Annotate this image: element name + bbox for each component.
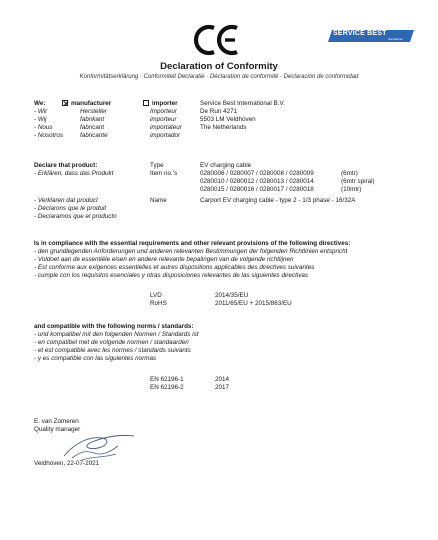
we-translation: - Nous <box>34 124 53 131</box>
directive-name: LVD <box>150 292 162 299</box>
we-translation: - Wij <box>34 116 47 123</box>
norm-name: EN 62196-2 <box>150 384 184 391</box>
name-value: Carport EV charging cable - type 2 - 1/3 phase - 16/32A <box>200 197 356 204</box>
product-label-translation: - Declaramos que el producto <box>34 213 117 220</box>
directives-translation: - cumple con los requisitos esenciales y otras disposiciones relevantes de las siguientes directivas <box>34 272 309 279</box>
item-numbers-label: Item no.'s <box>150 170 178 177</box>
norms-translation: - et est compatible avec les normes / standards suivants <box>34 347 191 354</box>
item-note: (10mtr) <box>341 186 362 193</box>
importer-label: importer <box>152 100 178 107</box>
name-label: Name <box>150 197 167 204</box>
manufacturer-checkbox <box>62 100 68 106</box>
manufacturer-translation: fabricante <box>80 132 108 139</box>
importer-option <box>143 100 178 108</box>
brand-subline: International <box>388 38 403 41</box>
item-note: (6mtr spiral) <box>341 178 375 185</box>
norm-value: 2017 <box>215 384 230 391</box>
norms-heading: and compatible with the following norms / standards: <box>34 323 194 330</box>
item-codes: 0280015 / 0280016 / 0280017 / 0280018 <box>200 186 314 193</box>
norms-translation: - en compatibel met de volgende normen / standaarden <box>34 339 189 346</box>
we-translation: - Nosotros <box>34 132 64 139</box>
directive-value: 2014/35/EU <box>215 292 249 299</box>
item-note: (6mtr) <box>341 170 358 177</box>
manufacturer-option <box>62 100 111 108</box>
item-codes: 0280006 / 0280007 / 0280008 / 0280009 <box>200 170 314 177</box>
directives-translation: - den grundlegenden Anforderungen und anderen relevanten Bestimmungen der folgenden Richtlinien entspricht <box>34 248 348 255</box>
manufacturer-translation: fabrikant <box>80 116 105 123</box>
brand-name: SERVICE BEST <box>333 30 387 37</box>
type-label: Type <box>150 162 164 169</box>
product-label-translation: - Erklären, dass das Produkt <box>34 170 114 177</box>
we-translation: - Wir <box>34 108 48 115</box>
signatory-role: Quality manager <box>34 426 81 433</box>
manufacturer-translation: fabricant <box>80 124 105 131</box>
manufacturer-label: manufacturer <box>71 100 112 107</box>
ce-mark-logo <box>193 23 241 57</box>
handwritten-signature <box>58 426 138 464</box>
we-label: We: <box>34 100 46 107</box>
importer-translation: importateur <box>150 124 182 131</box>
product-label-translation: - Déclarons que le produit <box>34 205 107 212</box>
address-line: De Run 4271 <box>200 108 238 115</box>
norms-translation: - y es compatible con las siguientes normas <box>34 355 157 362</box>
directives-heading: Is in compliance with the essential requirements and other relevant provisions of the following directives: <box>34 240 351 247</box>
signature-place-date: Veldhoven, 22-07-2021 <box>34 460 100 467</box>
type-value: EV charging cable <box>200 162 252 169</box>
norm-name: EN 62196-1 <box>150 376 184 383</box>
directives-translation: - Est conforme aux exigences essentielles et autres dispositions applicables des directives suivantes <box>34 264 315 271</box>
norm-value: 2014 <box>215 376 230 383</box>
importer-translation: Importeur <box>150 108 177 115</box>
directive-value: 2011/65/EU + 2015/863/EU <box>215 300 292 307</box>
norms-translation: - und kompatibel mit den folgenden Normen / Standards ist <box>34 331 199 338</box>
importer-translation: importador <box>150 132 181 139</box>
directive-name: RoHS <box>150 300 167 307</box>
address-line: Service Best International B.V. <box>200 100 285 107</box>
manufacturer-translation: Hersteller <box>80 108 107 115</box>
page-title: Declaration of Conformity <box>160 61 278 72</box>
product-label-translation: - Verklaren dat product <box>34 197 98 204</box>
address-line: The Netherlands <box>200 124 247 131</box>
brand-logo <box>328 27 418 45</box>
address-line: 5503 LM Veldhoven <box>200 116 256 123</box>
item-codes: 0280010 / 0280012 / 0280013 / 0280014 <box>200 178 314 185</box>
product-label: Declare that product: <box>34 162 98 169</box>
signatory-name: E. van Zomeren <box>34 418 79 425</box>
directives-translation: - Voldoet aan de essentiële eisen en andere relevante bepalingen van de volgende richtlijnen <box>34 256 294 263</box>
importer-checkbox <box>143 100 149 106</box>
importer-translation: importeur <box>150 116 177 123</box>
page-subtitle: Konformitätserklärung · Conformiteit Declaratie · Déclaration de conformité · Declaración de conformidad <box>79 74 359 80</box>
